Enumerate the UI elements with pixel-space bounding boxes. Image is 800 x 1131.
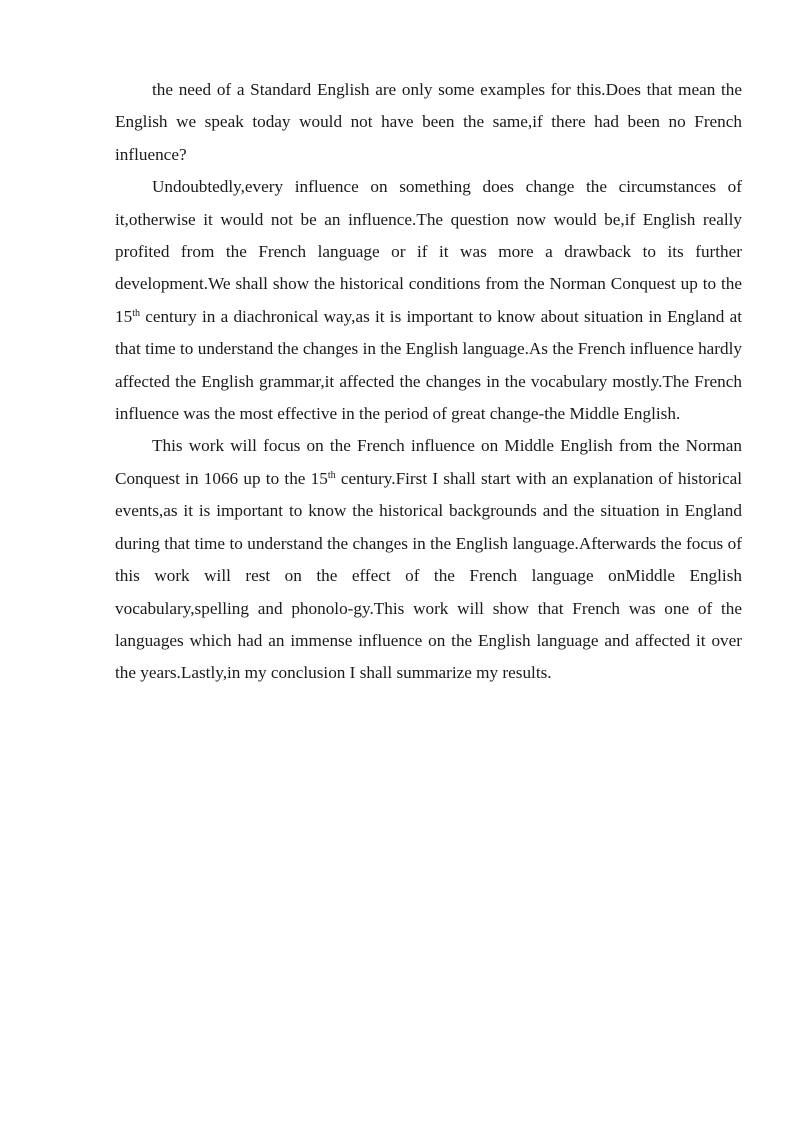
ordinal-suffix: th bbox=[327, 469, 336, 481]
paragraph-1 bbox=[115, 74, 742, 171]
paragraph-3-text-b: century.First I shall start with an explanation of historical events,as it is important to know the historical backgrounds and the situation in England during that time to understand the changes in the English language.Afterwards the focus of this work will rest on the effect of the French language onMiddle English vocabulary,spelling and phonolo-gy.This work will show that French was one of the languages which had an immense influence on the English language and affected it over the years.Lastly,in my conclusion I shall summarize my results. bbox=[115, 468, 743, 683]
ordinal-suffix: th bbox=[132, 307, 140, 319]
document-body bbox=[115, 74, 742, 690]
paragraph-3 bbox=[115, 430, 742, 689]
paragraph-2 bbox=[115, 171, 742, 430]
paragraph-2-text-b: century in a diachronical way,as it is important to know about situation in England at that time to understand the changes in the English language.As the French influence hardly affected the English grammar,it affected the changes in the vocabulary mostly.The French influence was the most effective in the period of great change-the Middle English. bbox=[115, 306, 742, 424]
paragraph-2-text-a: Undoubtedly,every influence on something does change the circumstances of it,otherwise it would not be an influence.The question now would be,if English really profited from the French language or if it was more a drawback to its further development.We shall show the historical conditions from the Norman Conquest up to the 15 bbox=[115, 177, 742, 326]
paragraph-1-text: the need of a Standard English are only some examples for this.Does that mean the English we speak today would not have been the same,if there had been no French influence? bbox=[115, 80, 742, 164]
paragraph-3-text-a: This work will focus on the French influence on Middle English from the Norman Conquest in 1066 up to the 15 bbox=[115, 436, 742, 488]
